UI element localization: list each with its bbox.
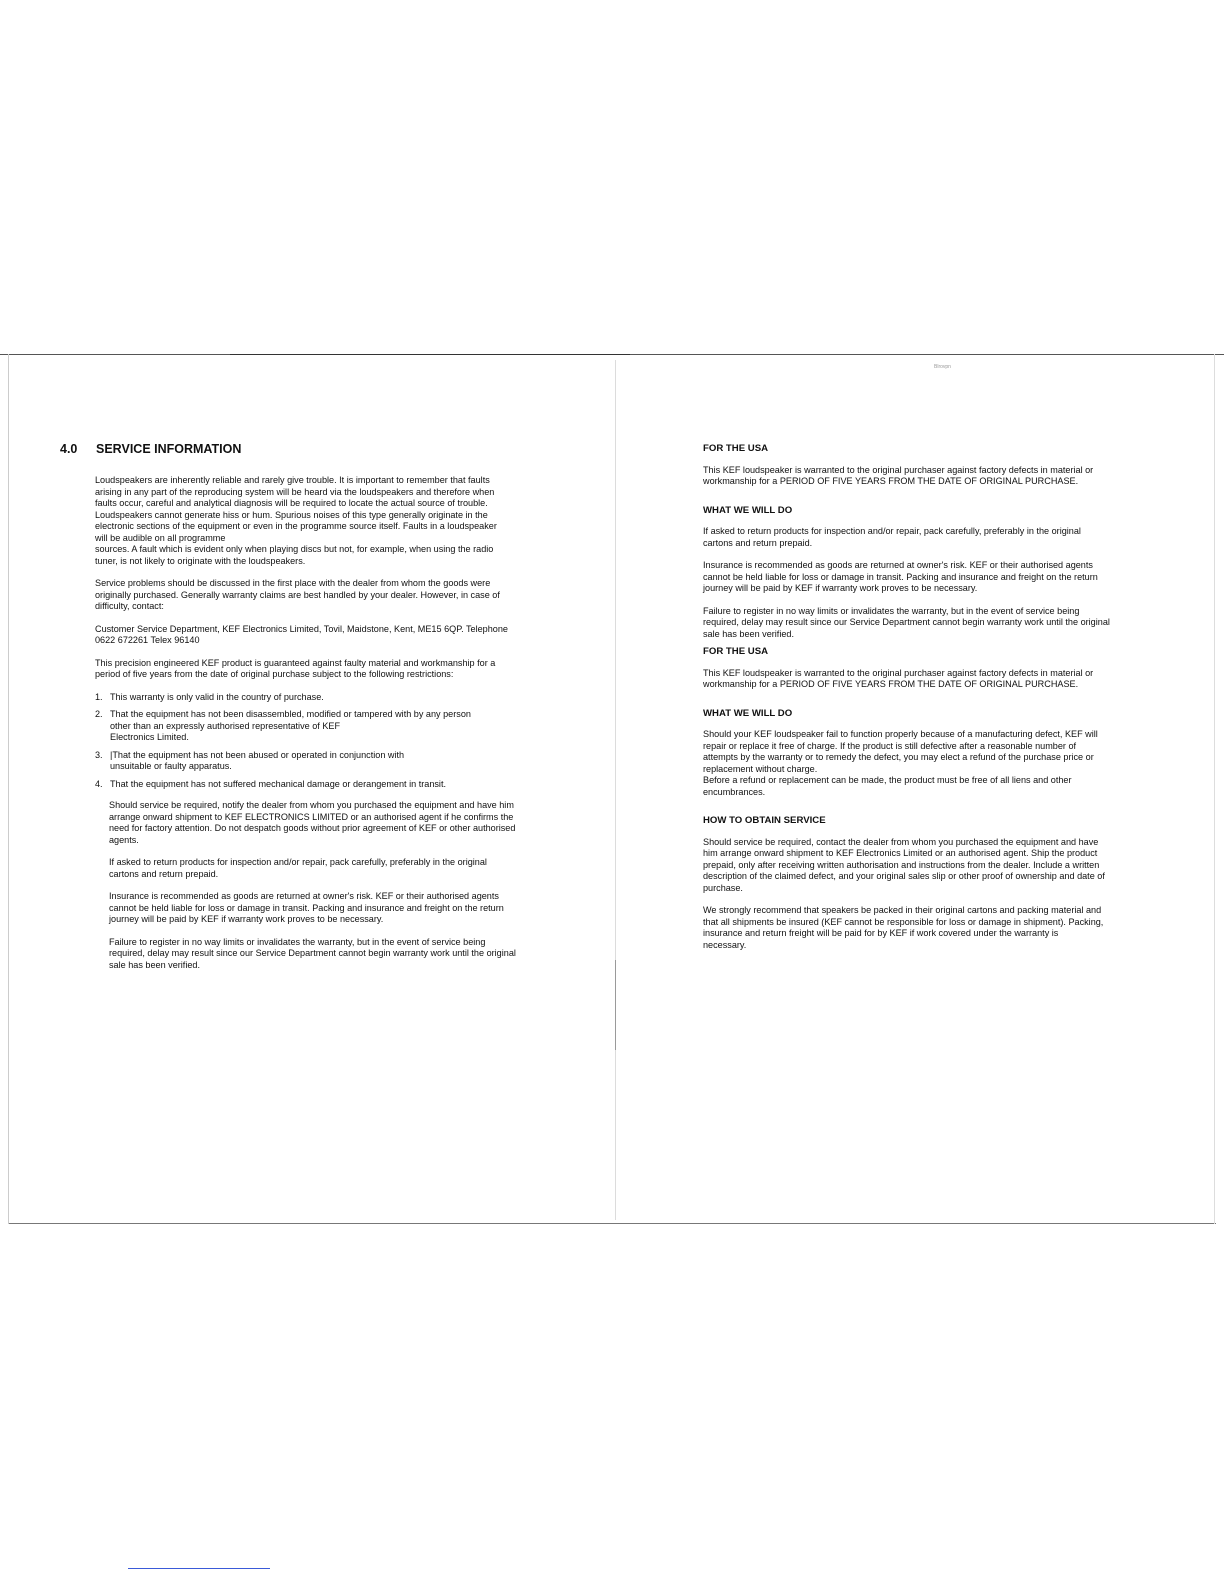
text-line: workmanship for a PERIOD OF FIVE YEARS FROM THE DATE OF ORIGINAL PURCHASE. [703, 476, 1079, 486]
text-line: This KEF loudspeaker is warranted to the original purchaser against factory defects in material or [703, 464, 1094, 475]
text-line: This warranty is only valid in the country of purchase. [110, 691, 324, 702]
intro-paragraph [95, 475, 580, 567]
heading-for-the-usa: FOR THE USA [703, 646, 769, 657]
guarantee-paragraph [95, 658, 580, 681]
text-line: Customer Service Department, KEF Electronics Limited, Tovil, Maidstone, Kent, ME15 6QP. Telephone [95, 623, 508, 634]
text-line: other than an expressly authorised representative of KEF [110, 720, 340, 731]
list-number: 2. [95, 709, 103, 719]
bottom-underline-mark [128, 1568, 270, 1569]
list-item [95, 692, 580, 704]
repair-paragraph [703, 729, 1173, 798]
dealer-paragraph [95, 578, 580, 613]
page-left-edge [8, 354, 9, 1224]
text-line: |That the equipment has not been abused or operated in conjunction with [110, 749, 405, 760]
page-top-edge-dark [230, 354, 630, 355]
text-line: Should service be required, notify the dealer from whom you purchased the equipment and have him [109, 800, 514, 810]
section-title: SERVICE INFORMATION [96, 442, 242, 456]
text-line: Loudspeakers are inherently reliable and rarely give trouble. It is important to remember that faults [95, 475, 490, 485]
text-line: him arrange onward shipment to KEF Electronics Limited or an authorised agent. Ship the product [703, 848, 1098, 858]
text-line: agents. [109, 834, 139, 845]
text-line: journey will be paid by KEF if warranty work proves to be necessary. [703, 583, 978, 593]
text-line: cartons and return prepaid. [703, 537, 813, 548]
text-line: will be audible on all programme [95, 532, 226, 543]
text-line: that all shipments be insured (KEF cannot be responsible for loss or damage in shipment). Packing, [703, 916, 1104, 927]
page-gutter-mark [615, 960, 616, 1050]
left-page-column [95, 475, 580, 982]
right-page-column [703, 443, 1173, 962]
insurance-paragraph [109, 891, 580, 926]
service-paragraph [109, 800, 580, 846]
text-line: We strongly recommend that speakers be packed in their original cartons and packing material and [703, 905, 1102, 915]
list-number: 4. [95, 778, 103, 789]
text-line: arrange onward shipment to KEF ELECTRONICS LIMITED or an authorised agent if he confirms the [109, 811, 514, 822]
insurance-paragraph [703, 560, 1173, 595]
text-line: difficulty, contact: [95, 601, 164, 611]
text-line: arising in any part of the reproducing system will be heard via the loudspeakers and therefore when [95, 486, 495, 497]
text-line: required, delay may result since our Service Department cannot begin warranty work until the original [109, 948, 516, 958]
text-line: That the equipment has not been disassembled, modified or tampered with by any person [110, 709, 471, 719]
list-item [95, 709, 580, 744]
registration-paragraph [703, 606, 1173, 641]
text-line: description of the claimed defect, and your original sales slip or other proof of ownership and date of [703, 871, 1105, 881]
text-line: This KEF loudspeaker is warranted to the original purchaser against factory defects in material or [703, 667, 1094, 678]
obtain-service-paragraph [703, 837, 1173, 895]
text-line: need for factory attention. Do not despatch goods without prior agreement of KEF or other authorised [109, 823, 516, 833]
page-bottom-edge [8, 1223, 1216, 1224]
page-gutter [615, 360, 616, 1220]
usa-warranty-paragraph [703, 465, 1173, 488]
text-line: cartons and return prepaid. [109, 868, 219, 879]
text-line: sale has been verified. [703, 628, 794, 639]
page-right-edge [1214, 354, 1215, 1224]
text-line: tuner, is not likely to originate with the loudspeakers. [95, 555, 306, 566]
text-line: unsuitable or faulty apparatus. [110, 761, 232, 771]
contact-address [95, 624, 580, 647]
restrictions-list [95, 692, 580, 791]
list-number: 1. [95, 691, 103, 702]
text-line: Failure to register in no way limits or invalidates the warranty, but in the event of service being [703, 605, 1080, 616]
text-line: electronic sections of the equipment or even in the programme source itself. Faults in a loudspeaker [95, 521, 497, 531]
list-item [95, 779, 580, 791]
heading-what-we-will-do: WHAT WE WILL DO [703, 707, 793, 719]
text-line: purchase. [703, 882, 743, 893]
heading-what-we-will-do: WHAT WE WILL DO [703, 504, 793, 516]
text-line: If asked to return products for inspection and/or repair, pack carefully, preferably in the original [703, 526, 1081, 536]
text-line: Should your KEF loudspeaker fail to function properly because of a manufacturing defect, KEF will [703, 729, 1098, 739]
text-line: Loudspeakers cannot generate hiss or hum. Spurious noises of this type generally originate in the [95, 509, 488, 520]
text-line: This precision engineered KEF product is guaranteed against faulty material and workmanship for a [95, 657, 496, 668]
return-paragraph [109, 857, 580, 880]
text-line: Insurance is recommended as goods are returned at owner's risk. KEF or their authorised agents [703, 560, 1093, 570]
text-line: Insurance is recommended as goods are returned at owner's risk. KEF or their authorised agents [109, 891, 499, 901]
text-line: replacement without charge. [703, 763, 818, 774]
text-line: workmanship for a PERIOD OF FIVE YEARS FROM THE DATE OF ORIGINAL PURCHASE. [703, 679, 1079, 689]
text-line: attempts by the warranty or to remedy the defect, you may elect a refund of the purchase price or [703, 752, 1094, 762]
text-line: originally purchased. Generally warranty claims are best handled by your dealer. However, in case of [95, 589, 500, 600]
text-line: Failure to register in no way limits or invalidates the warranty, but in the event of service being [109, 936, 486, 947]
text-line: required, delay may result since our Service Department cannot begin warranty work until the original [703, 617, 1110, 627]
page-mark: Blrovpn [934, 364, 951, 370]
text-line: sale has been verified. [109, 959, 200, 970]
text-line: journey will be paid by KEF if warranty work proves to be necessary. [109, 914, 384, 924]
text-line: If asked to return products for inspection and/or repair, pack carefully, preferably in the original [109, 857, 487, 867]
heading-how-to-obtain-service: HOW TO OBTAIN SERVICE [703, 815, 826, 826]
text-line: period of five years from the date of original purchase subject to the following restrictions: [95, 669, 454, 679]
text-line: cannot be held liable for loss or damage in transit. Packing and insurance and freight on the return [703, 571, 1098, 582]
packing-paragraph [703, 905, 1173, 951]
service-block [95, 800, 580, 971]
return-paragraph [703, 526, 1173, 549]
text-line: Electronics Limited. [110, 732, 189, 742]
text-line: 0622 672261 Telex 96140 [95, 635, 200, 645]
text-line: encumbrances. [703, 786, 766, 797]
list-number: 3. [95, 749, 103, 760]
text-line: insurance and return freight will be paid for by KEF if work covered under the warranty is [703, 928, 1059, 938]
heading-for-the-usa: FOR THE USA [703, 443, 769, 454]
text-line: Should service be required, contact the dealer from whom you purchased the equipment and have [703, 836, 1099, 847]
text-line: cannot be held liable for loss or damage in transit. Packing and insurance and freight on the return [109, 902, 504, 913]
text-line: necessary. [703, 939, 747, 950]
registration-paragraph [109, 937, 580, 972]
text-line: Service problems should be discussed in the first place with the dealer from whom the goods were [95, 578, 491, 588]
list-item [95, 750, 580, 773]
text-line: sources. A fault which is evident only when playing discs but not, for example, when using the radio [95, 544, 494, 554]
text-line: faults occur, careful and analytical diagnosis will be required to locate the actual source of trouble. [95, 498, 488, 508]
usa-warranty-paragraph [703, 668, 1173, 691]
text-line: Before a refund or replacement can be made, the product must be free of all liens and other [703, 775, 1072, 785]
text-line: repair or replace it free of charge. If the product is still defective after a reasonable number of [703, 740, 1077, 751]
text-line: That the equipment has not suffered mechanical damage or derangement in transit. [110, 778, 446, 789]
text-line: prepaid, only after receiving written authorisation and instructions from the dealer. Include a written [703, 859, 1100, 870]
section-number: 4.0 [60, 442, 78, 456]
